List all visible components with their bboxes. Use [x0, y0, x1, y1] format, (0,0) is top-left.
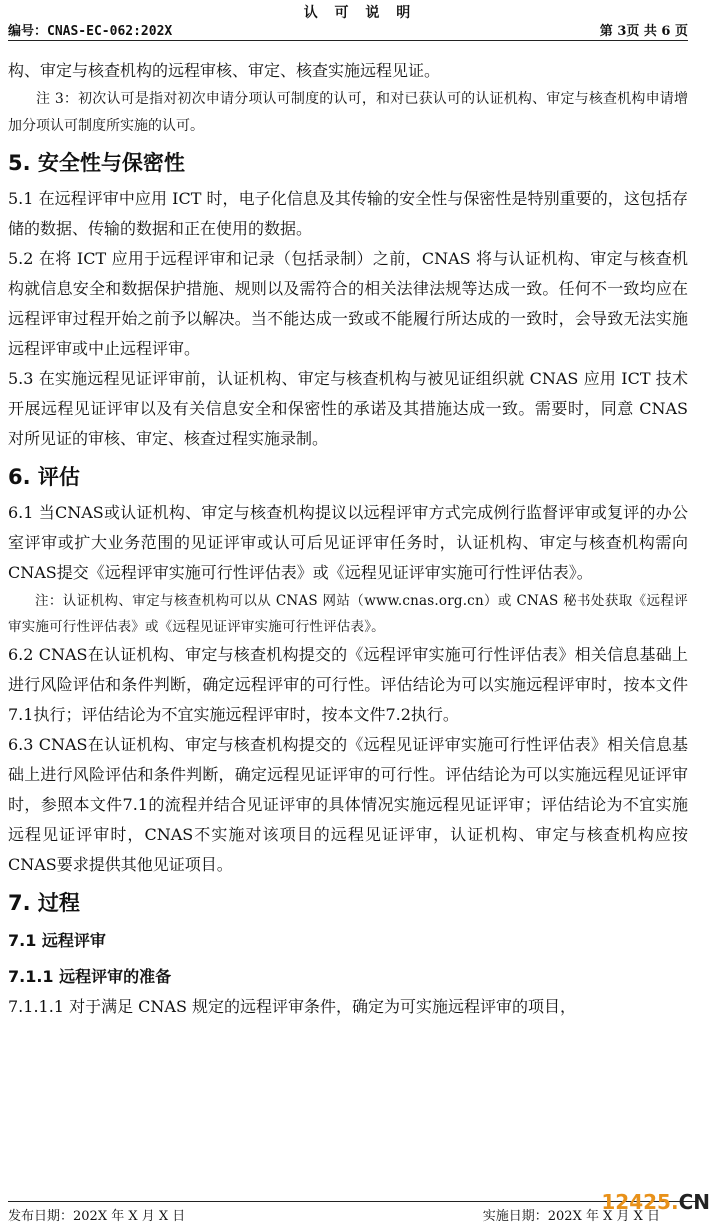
section-5-heading: 5. 安全性与保密性: [8, 151, 185, 175]
document-body: [8, 56, 688, 1022]
footer-divider: [8, 1201, 698, 1202]
header-divider: [8, 40, 688, 41]
effective-date: 实施日期：202X 年 X 月 X 日: [482, 1209, 660, 1224]
clause-5-2: 5.2 在将 ICT 应用于远程评审和记录（包括录制）之前，CNAS 将与认证机构、审定与核查机构就信息安全和数据保护措施、规则以及需符合的相关法律法规等达成一致。任何不一致均应在远程评审过程开始之前予以解决。当不能达成一致或不能履行所达成的一致时，会导致无法实施远程评审或中止远程评审。: [8, 249, 688, 358]
section-7-1-heading: 7.1 远程评审: [8, 931, 106, 950]
clause-7-1-1-1: 7.1.1.1 对于满足 CNAS 规定的远程评审条件，确定为可实施远程评审的项目，: [8, 997, 576, 1016]
issue-date: 发布日期：202X 年 X 月 X 日: [8, 1209, 186, 1224]
clause-6-3: 6.3 CNAS在认证机构、审定与核查机构提交的《远程见证评审实施可行性评估表》相关信息基础上进行风险评估和条件判断，确定远程见证评审的可行性。评估结论为可以实施远程见证评审时，参照本文件7.1的流程并结合见证评审的具体情况实施远程见证评审；评估结论为不宜实施远程见证评审时，CNAS不实施对该项目的远程见证评审，认证机构、审定与核查机构应按CNAS要求提供其他见证项目。: [8, 735, 688, 874]
watermark-suffix: CN: [678, 1190, 710, 1214]
document-number: 编号：CNAS-EC-062:202X: [8, 24, 173, 39]
section-7-heading: 7. 过程: [8, 891, 80, 915]
clause-6-1: 6.1 当CNAS或认证机构、审定与核查机构提议以远程评审方式完成例行监督评审或复评的办公室评审或扩大业务范围的见证评审或认可后见证评审任务时，认证机构、审定与核查机构需向CNAS提交《远程评审实施可行性评估表》或《远程见证评审实施可行性评估表》。: [8, 503, 688, 582]
watermark-number: 12425: [601, 1190, 671, 1214]
clause-5-3: 5.3 在实施远程见证评审前，认证机构、审定与核查机构与被见证组织就 CNAS 应用 ICT 技术开展远程见证评审以及有关信息安全和保密性的承诺及其措施达成一致。需要时，同意 CNAS 对所见证的审核、审定、核查过程实施录制。: [8, 369, 688, 448]
note-3: 注 3：初次认可是指对初次申请分项认可制度的认可，和对已获认可的认证机构、审定与核查机构申请增加分项认可制度所实施的认可。: [8, 91, 688, 134]
continuation-paragraph: 构、审定与核查机构的远程审核、审定、核查实施远程见证。: [8, 61, 441, 80]
page-number: 第 3页 共 6 页: [599, 24, 688, 39]
section-7-1-1-heading: 7.1.1 远程评审的准备: [8, 967, 172, 986]
clause-6-2: 6.2 CNAS在认证机构、审定与核查机构提交的《远程评审实施可行性评估表》相关信息基础上进行风险评估和条件判断，确定远程评审的可行性。评估结论为可以实施远程评审时，按本文件7.1执行；评估结论为不宜实施远程评审时，按本文件7.2执行。: [8, 645, 688, 724]
section-6-heading: 6. 评估: [8, 465, 80, 489]
watermark-dot: .: [670, 1190, 679, 1214]
page-title: 认 可 说 明: [303, 5, 417, 21]
watermark-logo: [601, 1190, 710, 1214]
clause-5-1: 5.1 在远程评审中应用 ICT 时，电子化信息及其传输的安全性与保密性是特别重要的，这包括存储的数据、传输的数据和正在使用的数据。: [8, 189, 688, 238]
clause-6-note: 注：认证机构、审定与核查机构可以从 CNAS 网站（www.cnas.org.cn）或 CNAS 秘书处获取《远程评审实施可行性评估表》或《远程见证评审实施可行性评估表》。: [8, 593, 688, 635]
page-header: [8, 20, 688, 38]
